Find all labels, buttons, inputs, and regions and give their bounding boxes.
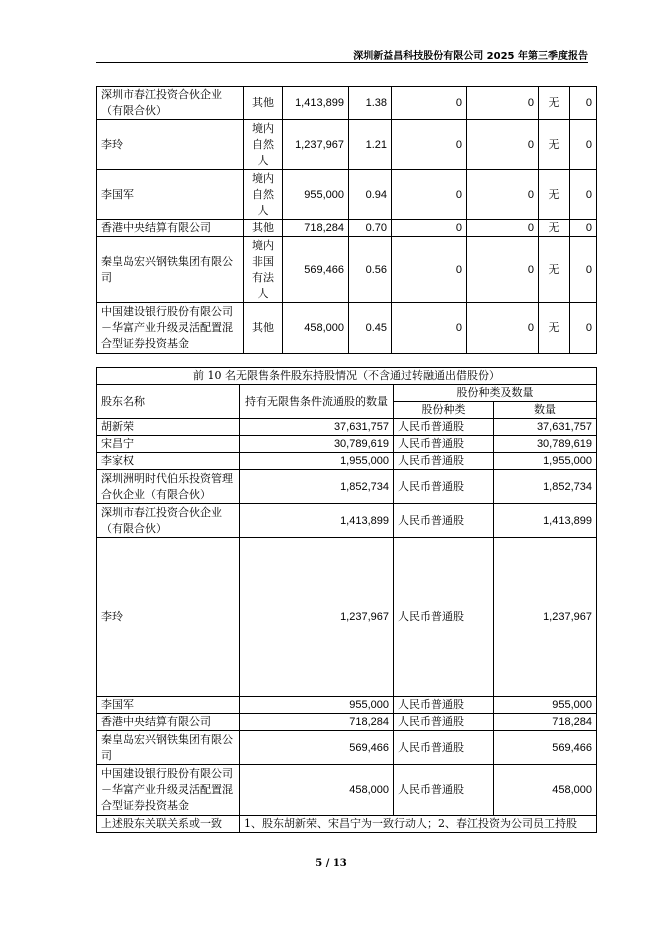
holder-nature: 其他 [244,87,283,120]
share-amount: 30,789,619 [494,436,597,453]
table-row [97,170,597,220]
holder-qty: 1,413,899 [240,504,394,538]
table-row [97,731,597,765]
holder-name: 胡新荣 [97,419,240,436]
holder-ratio: 1.21 [349,120,392,170]
holder-restricted-incl-lent: 0 [467,220,539,237]
holder-restricted: 0 [392,237,467,303]
table-row [97,87,597,120]
holder-pledge-status: 无 [539,237,570,303]
share-type: 人民币普通股 [394,731,494,765]
share-type: 人民币普通股 [394,538,494,697]
holder-restricted-incl-lent: 0 [467,120,539,170]
holder-name: 中国建设银行股份有限公司－华富产业升级灵活配置混合型证券投资基金 [97,765,240,816]
table-row [97,237,597,303]
holder-pledge-qty: 0 [570,87,597,120]
holder-restricted-incl-lent: 0 [467,87,539,120]
page-number: 5 / 13 [315,858,347,869]
header-row [97,385,597,402]
holder-name: 香港中央结算有限公司 [97,220,244,237]
top10-holders-table [96,86,597,354]
section-title-row [97,368,597,385]
holder-restricted-incl-lent: 0 [467,170,539,220]
share-type: 人民币普通股 [394,697,494,714]
holder-name: 香港中央结算有限公司 [97,714,240,731]
holder-name: 深圳市春江投资合伙企业（有限合伙） [97,87,244,120]
holder-pledge-status: 无 [539,303,570,354]
holder-restricted: 0 [392,120,467,170]
holder-pledge-status: 无 [539,120,570,170]
share-type: 人民币普通股 [394,453,494,470]
share-amount: 569,466 [494,731,597,765]
share-amount: 458,000 [494,765,597,816]
table-row [97,714,597,731]
share-type: 人民币普通股 [394,714,494,731]
holder-restricted-incl-lent: 0 [467,237,539,303]
share-type: 人民币普通股 [394,436,494,453]
table-row [97,419,597,436]
col-header-name: 股东名称 [97,385,240,419]
col-header-type: 股份种类 [394,402,494,419]
table-row [97,436,597,453]
holder-restricted: 0 [392,220,467,237]
holder-name: 李国军 [97,170,244,220]
share-amount: 955,000 [494,697,597,714]
holder-qty: 718,284 [240,714,394,731]
holder-shares: 718,284 [283,220,349,237]
table-row [97,120,597,170]
share-amount: 1,413,899 [494,504,597,538]
holder-nature: 境内自然人 [244,170,283,220]
holder-restricted: 0 [392,303,467,354]
holder-ratio: 0.45 [349,303,392,354]
holder-qty: 1,955,000 [240,453,394,470]
table-row [97,538,597,697]
holder-pledge-qty: 0 [570,120,597,170]
col-header-amount: 数量 [494,402,597,419]
holder-nature: 境内非国有法人 [244,237,283,303]
holder-pledge-qty: 0 [570,220,597,237]
holder-restricted: 0 [392,87,467,120]
holder-ratio: 0.56 [349,237,392,303]
holder-name: 秦皇岛宏兴钢铁集团有限公司 [97,237,244,303]
holder-pledge-status: 无 [539,220,570,237]
share-type: 人民币普通股 [394,504,494,538]
holder-name: 宋昌宁 [97,436,240,453]
holder-qty: 458,000 [240,765,394,816]
relation-row [97,816,597,833]
table-row [97,303,597,354]
holder-nature: 其他 [244,220,283,237]
relation-label: 上述股东关联关系或一致 [97,816,240,833]
holder-name: 深圳市春江投资合伙企业（有限合伙） [97,504,240,538]
holder-qty: 569,466 [240,731,394,765]
holder-pledge-qty: 0 [570,303,597,354]
share-type: 人民币普通股 [394,765,494,816]
holder-name: 秦皇岛宏兴钢铁集团有限公司 [97,731,240,765]
share-amount: 1,852,734 [494,470,597,504]
holder-ratio: 0.94 [349,170,392,220]
holder-qty: 1,852,734 [240,470,394,504]
share-type: 人民币普通股 [394,419,494,436]
holder-qty: 1,237,967 [240,538,394,697]
table-row [97,453,597,470]
col-header-type-group: 股份种类及数量 [394,385,597,402]
holder-pledge-status: 无 [539,170,570,220]
holder-name: 深圳洲明时代伯乐投资管理合伙企业（有限合伙） [97,470,240,504]
table-row [97,504,597,538]
relation-text: 1、股东胡新荣、宋昌宁为一致行动人；2、春江投资为公司员工持股 [240,816,597,833]
holder-qty: 37,631,757 [240,419,394,436]
holder-name: 李国军 [97,697,240,714]
holder-nature: 境内自然人 [244,120,283,170]
table-row [97,765,597,816]
holder-shares: 955,000 [283,170,349,220]
holder-restricted-incl-lent: 0 [467,303,539,354]
holder-shares: 569,466 [283,237,349,303]
holder-shares: 1,237,967 [283,120,349,170]
holder-name: 中国建设银行股份有限公司－华富产业升级灵活配置混合型证券投资基金 [97,303,244,354]
holder-pledge-qty: 0 [570,237,597,303]
holder-shares: 1,413,899 [283,87,349,120]
share-amount: 718,284 [494,714,597,731]
holder-nature: 其他 [244,303,283,354]
page-header: 深圳新益昌科技股份有限公司 2025 年第三季度报告 [353,51,588,62]
holder-qty: 955,000 [240,697,394,714]
holder-shares: 458,000 [283,303,349,354]
share-amount: 37,631,757 [494,419,597,436]
holder-ratio: 0.70 [349,220,392,237]
holder-ratio: 1.38 [349,87,392,120]
unrestricted-holders-table [96,367,597,833]
share-amount: 1,237,967 [494,538,597,697]
holder-pledge-qty: 0 [570,170,597,220]
table-row [97,697,597,714]
section-title: 前 10 名无限售条件股东持股情况（不含通过转融通出借股份） [97,368,597,385]
table-row [97,220,597,237]
holder-restricted: 0 [392,170,467,220]
holder-pledge-status: 无 [539,87,570,120]
table-row [97,470,597,504]
holder-name: 李玲 [97,120,244,170]
header-divider [96,62,588,63]
share-amount: 1,955,000 [494,453,597,470]
col-header-qty: 持有无限售条件流通股的数量 [240,385,394,419]
share-type: 人民币普通股 [394,470,494,504]
holder-qty: 30,789,619 [240,436,394,453]
holder-name: 李家权 [97,453,240,470]
holder-name: 李玲 [97,538,240,697]
